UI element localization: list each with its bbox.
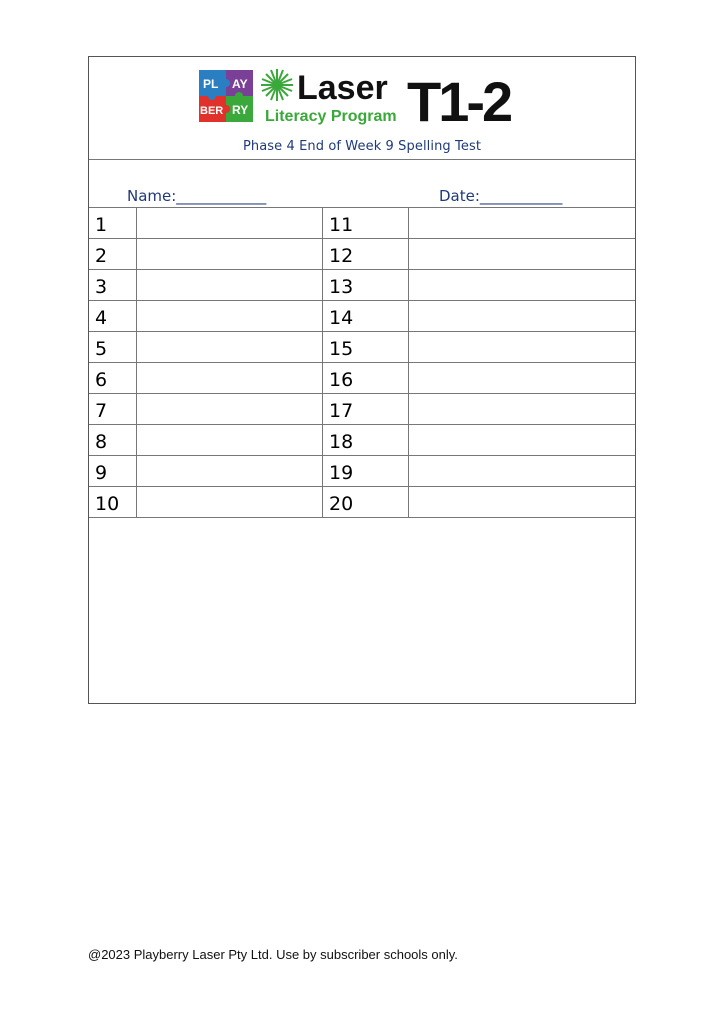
item-number: 4 bbox=[89, 301, 137, 331]
answer-cell[interactable] bbox=[137, 208, 323, 238]
answer-cell[interactable] bbox=[409, 208, 635, 238]
answer-cell[interactable] bbox=[137, 487, 323, 517]
item-number: 2 bbox=[89, 239, 137, 269]
answer-cell[interactable] bbox=[137, 301, 323, 331]
table-row bbox=[89, 208, 635, 239]
answer-cell[interactable] bbox=[137, 270, 323, 300]
answer-cell[interactable] bbox=[137, 363, 323, 393]
item-number: 17 bbox=[323, 394, 409, 424]
item-number: 9 bbox=[89, 456, 137, 486]
answer-cell[interactable] bbox=[409, 332, 635, 362]
test-sheet bbox=[88, 56, 636, 704]
item-number: 7 bbox=[89, 394, 137, 424]
answer-cell[interactable] bbox=[409, 487, 635, 517]
answer-cell[interactable] bbox=[137, 456, 323, 486]
table-row bbox=[89, 301, 635, 332]
name-field[interactable]: Name:____________ bbox=[127, 187, 267, 205]
item-number: 14 bbox=[323, 301, 409, 331]
answer-cell[interactable] bbox=[137, 425, 323, 455]
logo-tagline: Literacy Program bbox=[265, 108, 397, 125]
item-number: 16 bbox=[323, 363, 409, 393]
copyright-footer: @2023 Playberry Laser Pty Ltd. Use by subscriber schools only. bbox=[88, 947, 458, 962]
answer-cell[interactable] bbox=[409, 456, 635, 486]
answer-cell[interactable] bbox=[409, 239, 635, 269]
tile-text-pl: PL bbox=[203, 77, 219, 91]
tile-text-ay: AY bbox=[232, 77, 248, 91]
table-row bbox=[89, 363, 635, 394]
name-date-row bbox=[89, 159, 635, 207]
laser-starburst-icon bbox=[261, 69, 293, 101]
tile-text-ber: BER bbox=[200, 105, 224, 117]
table-row bbox=[89, 239, 635, 270]
item-number: 3 bbox=[89, 270, 137, 300]
item-number: 20 bbox=[323, 487, 409, 517]
table-row bbox=[89, 270, 635, 301]
item-number: 6 bbox=[89, 363, 137, 393]
logo-wordmark: Laser bbox=[297, 69, 388, 107]
item-number: 15 bbox=[323, 332, 409, 362]
logo-level: T1-2 bbox=[407, 70, 511, 127]
item-number: 18 bbox=[323, 425, 409, 455]
answer-cell[interactable] bbox=[137, 332, 323, 362]
header bbox=[89, 57, 635, 160]
item-number: 13 bbox=[323, 270, 409, 300]
answer-cell[interactable] bbox=[137, 394, 323, 424]
item-number: 11 bbox=[323, 208, 409, 238]
answer-cell[interactable] bbox=[409, 394, 635, 424]
table-row bbox=[89, 332, 635, 363]
answer-cell[interactable] bbox=[409, 363, 635, 393]
item-number: 5 bbox=[89, 332, 137, 362]
item-number: 8 bbox=[89, 425, 137, 455]
answer-cell[interactable] bbox=[409, 301, 635, 331]
answer-cell[interactable] bbox=[137, 239, 323, 269]
item-number: 12 bbox=[323, 239, 409, 269]
tile-text-ry: RY bbox=[232, 103, 249, 117]
item-number: 10 bbox=[89, 487, 137, 517]
item-number: 1 bbox=[89, 208, 137, 238]
date-field[interactable]: Date:___________ bbox=[439, 187, 563, 205]
answer-cell[interactable] bbox=[409, 425, 635, 455]
table-row bbox=[89, 487, 635, 518]
table-row bbox=[89, 456, 635, 487]
playberry-laser-logo bbox=[199, 67, 519, 127]
table-row bbox=[89, 394, 635, 425]
table-row bbox=[89, 425, 635, 456]
item-number: 19 bbox=[323, 456, 409, 486]
spelling-grid bbox=[89, 207, 635, 518]
answer-cell[interactable] bbox=[409, 270, 635, 300]
test-title: Phase 4 End of Week 9 Spelling Test bbox=[242, 139, 482, 154]
